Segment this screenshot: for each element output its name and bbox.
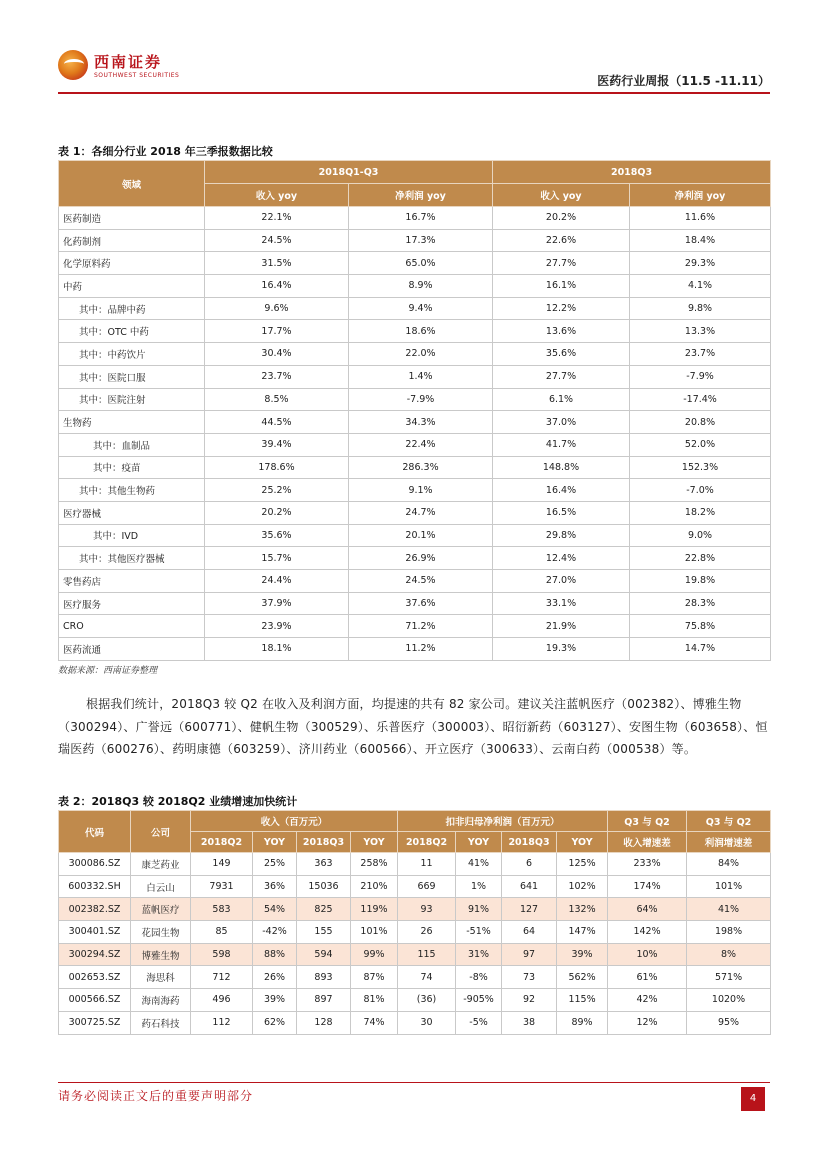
- table-cell: 41%: [456, 853, 502, 876]
- col-profit-q3-yoy: YOY: [557, 832, 608, 853]
- table-cell: 101%: [687, 875, 771, 898]
- table-cell: 74%: [351, 1011, 398, 1034]
- col-revenue-yoy: 收入 yoy: [205, 184, 349, 207]
- table-cell: (36): [398, 989, 456, 1012]
- table-cell: 18.2%: [630, 501, 771, 524]
- table-cell: 9.6%: [205, 297, 349, 320]
- table-cell: 39.4%: [205, 433, 349, 456]
- table-cell: 496: [191, 989, 253, 1012]
- table-cell: -7.9%: [349, 388, 493, 411]
- table-cell: 99%: [351, 943, 398, 966]
- table-cell: 22.6%: [493, 229, 630, 252]
- table-cell: 115%: [557, 989, 608, 1012]
- stock-code: 300401.SZ: [59, 921, 131, 944]
- table-cell: 1.4%: [349, 365, 493, 388]
- table-cell: 19.3%: [493, 638, 630, 661]
- table-cell: -8%: [456, 966, 502, 989]
- table-cell: -51%: [456, 921, 502, 944]
- table-cell: 125%: [557, 853, 608, 876]
- table-cell: 38: [502, 1011, 557, 1034]
- table-cell: 52.0%: [630, 433, 771, 456]
- table-cell: 119%: [351, 898, 398, 921]
- table-cell: 44.5%: [205, 411, 349, 434]
- table-row: [59, 943, 771, 966]
- table-cell: 155: [297, 921, 351, 944]
- table-cell: 18.4%: [630, 229, 771, 252]
- table-cell: 16.1%: [493, 275, 630, 298]
- table-cell: 31.5%: [205, 252, 349, 275]
- table-cell: 24.4%: [205, 570, 349, 593]
- footer-divider: [58, 1082, 770, 1083]
- col-profit-q2-yoy: YOY: [456, 832, 502, 853]
- table-cell: 41%: [687, 898, 771, 921]
- table-cell: 29.8%: [493, 524, 630, 547]
- table-cell: 9.8%: [630, 297, 771, 320]
- col-rev-q3: 2018Q3: [297, 832, 351, 853]
- col-code: 代码: [59, 811, 131, 853]
- table-cell: 152.3%: [630, 456, 771, 479]
- table-cell: 594: [297, 943, 351, 966]
- table-cell: 115: [398, 943, 456, 966]
- table-cell: 210%: [351, 875, 398, 898]
- table-cell: 31%: [456, 943, 502, 966]
- table-cell: 35.6%: [205, 524, 349, 547]
- table-cell: 24.7%: [349, 501, 493, 524]
- table-cell: 35.6%: [493, 343, 630, 366]
- table-row: [59, 343, 771, 366]
- table-cell: 127: [502, 898, 557, 921]
- table-cell: 18.1%: [205, 638, 349, 661]
- table-row: [59, 989, 771, 1012]
- table-cell: 712: [191, 966, 253, 989]
- table-cell: 893: [297, 966, 351, 989]
- stock-code: 002382.SZ: [59, 898, 131, 921]
- table-cell: 363: [297, 853, 351, 876]
- table-cell: 27.0%: [493, 570, 630, 593]
- row-label: 医疗器械: [59, 501, 205, 524]
- company-name: 花园生物: [131, 921, 191, 944]
- table-cell: 91%: [456, 898, 502, 921]
- table-cell: 62%: [253, 1011, 297, 1034]
- col-profit-diff-top: Q3 与 Q2: [687, 811, 771, 832]
- table-cell: 21.9%: [493, 615, 630, 638]
- table-row: [59, 570, 771, 593]
- group-header-q1q3: 2018Q1-Q3: [205, 161, 493, 184]
- row-label: 医药制造: [59, 207, 205, 230]
- row-label: 化学原料药: [59, 252, 205, 275]
- body-paragraph: 根据我们统计，2018Q3 较 Q2 在收入及利润方面，均提速的共有 82 家公司。建议关注蓝帆医疗（002382）、博雅生物（300294）、广誉远（600771）、健帆生物（300529）、乐普医疗（300003）、昭衍新药（603127）、安图生物（603658）、恒瑞医药（600276）、药明康德（603259）、济川药业（600566）、开立医疗（300633）、云南白药（000538）等。: [58, 697, 768, 756]
- table-cell: 85: [191, 921, 253, 944]
- row-label: 其中：其他医疗器械: [59, 547, 205, 570]
- table-cell: 13.3%: [630, 320, 771, 343]
- table-cell: 8.9%: [349, 275, 493, 298]
- table-cell: 8.5%: [205, 388, 349, 411]
- table-cell: 30.4%: [205, 343, 349, 366]
- table-cell: 39%: [557, 943, 608, 966]
- table-cell: 81%: [351, 989, 398, 1012]
- table-row: [59, 411, 771, 434]
- table-cell: 27.7%: [493, 252, 630, 275]
- table-cell: 25%: [253, 853, 297, 876]
- table-cell: -17.4%: [630, 388, 771, 411]
- table-cell: 36%: [253, 875, 297, 898]
- table-cell: 22.4%: [349, 433, 493, 456]
- table-row: [59, 456, 771, 479]
- table-cell: 11.2%: [349, 638, 493, 661]
- table-cell: 897: [297, 989, 351, 1012]
- group-header-profit: 扣非归母净利润（百万元）: [398, 811, 608, 832]
- table-cell: 11.6%: [630, 207, 771, 230]
- row-label: 其中：疫苗: [59, 456, 205, 479]
- table-cell: 562%: [557, 966, 608, 989]
- table-cell: 198%: [687, 921, 771, 944]
- row-label: 其中：OTC 中药: [59, 320, 205, 343]
- col-rev-diff-bottom: 收入增速差: [608, 832, 687, 853]
- table-cell: 89%: [557, 1011, 608, 1034]
- row-label: CRO: [59, 615, 205, 638]
- table-cell: 149: [191, 853, 253, 876]
- table-row: [59, 592, 771, 615]
- table-cell: 26%: [253, 966, 297, 989]
- table-row: [59, 524, 771, 547]
- col-rev-q2: 2018Q2: [191, 832, 253, 853]
- table-cell: 641: [502, 875, 557, 898]
- row-label: 其中：IVD: [59, 524, 205, 547]
- table-cell: 13.6%: [493, 320, 630, 343]
- row-label: 医疗服务: [59, 592, 205, 615]
- table-cell: -5%: [456, 1011, 502, 1034]
- table-cell: 15.7%: [205, 547, 349, 570]
- table-cell: 178.6%: [205, 456, 349, 479]
- table-cell: 22.0%: [349, 343, 493, 366]
- table-cell: 112: [191, 1011, 253, 1034]
- table-cell: 7931: [191, 875, 253, 898]
- row-label: 其中：品牌中药: [59, 297, 205, 320]
- table-cell: -905%: [456, 989, 502, 1012]
- table-cell: 61%: [608, 966, 687, 989]
- table-cell: 17.7%: [205, 320, 349, 343]
- table-row: [59, 501, 771, 524]
- stock-code: 000566.SZ: [59, 989, 131, 1012]
- table-row: [59, 365, 771, 388]
- row-label: 零售药店: [59, 570, 205, 593]
- logo-text-cn: 西南证券: [94, 53, 163, 71]
- company-name: 博雅生物: [131, 943, 191, 966]
- row-label: 化药制剂: [59, 229, 205, 252]
- table-cell: 34.3%: [349, 411, 493, 434]
- table-row: [59, 252, 771, 275]
- table-cell: 64%: [608, 898, 687, 921]
- col-domain: 领域: [59, 161, 205, 207]
- table-cell: 825: [297, 898, 351, 921]
- footer-disclaimer: 请务必阅读正文后的重要声明部分: [58, 1089, 254, 1103]
- table-cell: 20.1%: [349, 524, 493, 547]
- table-cell: 23.7%: [630, 343, 771, 366]
- table-cell: 29.3%: [630, 252, 771, 275]
- company-name: 蓝帆医疗: [131, 898, 191, 921]
- table-row: [59, 853, 771, 876]
- table-row: [59, 615, 771, 638]
- table-cell: 12%: [608, 1011, 687, 1034]
- table-cell: 92: [502, 989, 557, 1012]
- row-label: 中药: [59, 275, 205, 298]
- table-cell: 26.9%: [349, 547, 493, 570]
- row-label: 其中：其他生物药: [59, 479, 205, 502]
- table-cell: 147%: [557, 921, 608, 944]
- table-row: [59, 297, 771, 320]
- table-cell: 74: [398, 966, 456, 989]
- table-cell: 286.3%: [349, 456, 493, 479]
- table-cell: 16.4%: [493, 479, 630, 502]
- table-cell: 233%: [608, 853, 687, 876]
- stock-code: 600332.SH: [59, 875, 131, 898]
- row-label: 生物药: [59, 411, 205, 434]
- table-cell: 6: [502, 853, 557, 876]
- table-row: [59, 207, 771, 230]
- table-row: [59, 898, 771, 921]
- table-cell: 37.9%: [205, 592, 349, 615]
- table-cell: 97: [502, 943, 557, 966]
- table-row: [59, 433, 771, 456]
- table-cell: 64: [502, 921, 557, 944]
- table1-caption: 表 1：各细分行业 2018 年三季报数据比较: [58, 145, 273, 158]
- row-label: 其中：血制品: [59, 433, 205, 456]
- table-cell: 20.2%: [205, 501, 349, 524]
- col-profit-q3: 2018Q3: [502, 832, 557, 853]
- header-divider: [58, 92, 770, 94]
- table-cell: 20.8%: [630, 411, 771, 434]
- table-cell: 24.5%: [205, 229, 349, 252]
- acceleration-stats-table: [58, 810, 771, 1035]
- col-profit-yoy: 净利润 yoy: [349, 184, 493, 207]
- row-label: 其中：中药饮片: [59, 343, 205, 366]
- table-cell: 16.7%: [349, 207, 493, 230]
- table-cell: 258%: [351, 853, 398, 876]
- table-cell: 22.1%: [205, 207, 349, 230]
- table-cell: 37.0%: [493, 411, 630, 434]
- table-cell: 54%: [253, 898, 297, 921]
- table-cell: 65.0%: [349, 252, 493, 275]
- table-cell: 598: [191, 943, 253, 966]
- col-rev-diff-top: Q3 与 Q2: [608, 811, 687, 832]
- table-cell: 669: [398, 875, 456, 898]
- table-cell: -42%: [253, 921, 297, 944]
- table-cell: 22.8%: [630, 547, 771, 570]
- table1-source: 数据来源：西南证券整理: [58, 666, 158, 676]
- table-cell: 87%: [351, 966, 398, 989]
- table-cell: 75.8%: [630, 615, 771, 638]
- stock-code: 300725.SZ: [59, 1011, 131, 1034]
- table-cell: 30: [398, 1011, 456, 1034]
- table-cell: 132%: [557, 898, 608, 921]
- table-cell: 33.1%: [493, 592, 630, 615]
- table-cell: 12.4%: [493, 547, 630, 570]
- table-cell: 12.2%: [493, 297, 630, 320]
- table-cell: 93: [398, 898, 456, 921]
- table-cell: 102%: [557, 875, 608, 898]
- table-cell: 95%: [687, 1011, 771, 1034]
- sector-comparison-table: [58, 160, 771, 661]
- report-title: 医药行业周报（11.5 -11.11）: [597, 74, 770, 88]
- table-cell: 18.6%: [349, 320, 493, 343]
- table-row: [59, 229, 771, 252]
- table-row: [59, 921, 771, 944]
- table-cell: 39%: [253, 989, 297, 1012]
- table-cell: 24.5%: [349, 570, 493, 593]
- table-cell: 73: [502, 966, 557, 989]
- table-row: [59, 275, 771, 298]
- table-cell: 583: [191, 898, 253, 921]
- table-cell: 23.7%: [205, 365, 349, 388]
- company-name: 康芝药业: [131, 853, 191, 876]
- page-number: 4: [741, 1087, 765, 1111]
- table-cell: 15036: [297, 875, 351, 898]
- table-cell: 88%: [253, 943, 297, 966]
- table-cell: 571%: [687, 966, 771, 989]
- col-profit-q2: 2018Q2: [398, 832, 456, 853]
- table-cell: 9.0%: [630, 524, 771, 547]
- table-cell: 4.1%: [630, 275, 771, 298]
- table-cell: 14.7%: [630, 638, 771, 661]
- table-cell: 37.6%: [349, 592, 493, 615]
- table-cell: 71.2%: [349, 615, 493, 638]
- table-cell: 19.8%: [630, 570, 771, 593]
- col-revenue-yoy: 收入 yoy: [493, 184, 630, 207]
- table-row: [59, 320, 771, 343]
- table-row: [59, 966, 771, 989]
- table-cell: 1020%: [687, 989, 771, 1012]
- table-cell: 9.1%: [349, 479, 493, 502]
- stock-code: 300294.SZ: [59, 943, 131, 966]
- table-cell: 41.7%: [493, 433, 630, 456]
- page-header: [58, 46, 770, 94]
- table-cell: 9.4%: [349, 297, 493, 320]
- company-name: 药石科技: [131, 1011, 191, 1034]
- table-cell: 148.8%: [493, 456, 630, 479]
- logo-emblem-icon: [58, 50, 88, 80]
- table-cell: 42%: [608, 989, 687, 1012]
- table-cell: 17.3%: [349, 229, 493, 252]
- table-cell: 84%: [687, 853, 771, 876]
- row-label: 医药流通: [59, 638, 205, 661]
- table-cell: 28.3%: [630, 592, 771, 615]
- table-cell: 20.2%: [493, 207, 630, 230]
- table-cell: 23.9%: [205, 615, 349, 638]
- col-profit-yoy: 净利润 yoy: [630, 184, 771, 207]
- company-logo: [58, 50, 188, 86]
- table-row: [59, 638, 771, 661]
- table-row: [59, 875, 771, 898]
- table-cell: 16.5%: [493, 501, 630, 524]
- table-row: [59, 388, 771, 411]
- table-cell: 174%: [608, 875, 687, 898]
- col-rev-q3-yoy: YOY: [351, 832, 398, 853]
- company-name: 海思科: [131, 966, 191, 989]
- table-cell: 26: [398, 921, 456, 944]
- col-company: 公司: [131, 811, 191, 853]
- company-name: 白云山: [131, 875, 191, 898]
- row-label: 其中：医院口服: [59, 365, 205, 388]
- group-header-revenue: 收入（百万元）: [191, 811, 398, 832]
- table-cell: -7.9%: [630, 365, 771, 388]
- row-label: 其中：医院注射: [59, 388, 205, 411]
- stock-code: 300086.SZ: [59, 853, 131, 876]
- table-cell: 8%: [687, 943, 771, 966]
- col-rev-q2-yoy: YOY: [253, 832, 297, 853]
- stock-code: 002653.SZ: [59, 966, 131, 989]
- table-cell: 6.1%: [493, 388, 630, 411]
- table-cell: 11: [398, 853, 456, 876]
- table-cell: 142%: [608, 921, 687, 944]
- group-header-q3: 2018Q3: [493, 161, 771, 184]
- table-cell: 1%: [456, 875, 502, 898]
- table-cell: 27.7%: [493, 365, 630, 388]
- table2-caption: 表 2：2018Q3 较 2018Q2 业绩增速加快统计: [58, 795, 298, 808]
- table-cell: 101%: [351, 921, 398, 944]
- company-name: 海南海药: [131, 989, 191, 1012]
- table-cell: 10%: [608, 943, 687, 966]
- table-row: [59, 547, 771, 570]
- table-cell: 25.2%: [205, 479, 349, 502]
- logo-text-en: SOUTHWEST SECURITIES: [94, 72, 180, 79]
- table-row: [59, 1011, 771, 1034]
- table-cell: 16.4%: [205, 275, 349, 298]
- table-row: [59, 479, 771, 502]
- col-profit-diff-bottom: 利润增速差: [687, 832, 771, 853]
- table-cell: 128: [297, 1011, 351, 1034]
- table-cell: -7.0%: [630, 479, 771, 502]
